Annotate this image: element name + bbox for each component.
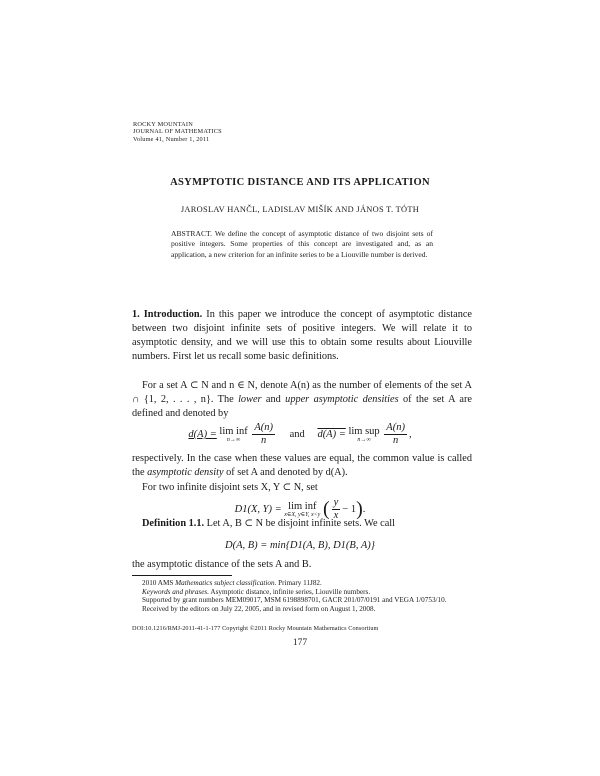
definition-heading: Definition 1.1. — [142, 518, 205, 529]
density-fraction-2 — [384, 422, 407, 447]
formula-and: and — [289, 428, 305, 440]
intro-text-1: In this paper we introduce the concept of asymptotic distance between two disjoint infinite sets of positive integers. We will relate it to asymptotic density, and we will use this to obtain some results about Liouville numbers. First let us recall some basic definitions. — [132, 309, 472, 363]
definition-text: Let A, B ⊂ N be disjoint infinite sets. We call — [206, 518, 396, 529]
d1-liminf — [284, 501, 320, 519]
para3-text-b: of set A and denoted by d(A). — [223, 467, 348, 479]
para3-italic: asymptotic density — [147, 467, 224, 479]
liminf-operator — [219, 426, 247, 444]
para2-text-b: of the set A are defined and denoted by — [132, 394, 472, 420]
fraction-numerator-2: A(n) — [386, 422, 405, 433]
density-fraction-1 — [252, 422, 275, 447]
abstract: ABSTRACT. We define the concept of asymptotic distance of two disjoint sets of positive integers. Some properties of this concept are investigated and, as an application, a new criterion for an infinite series to be a Liouville number is derived. — [171, 229, 433, 259]
intro-paragraph-3 — [132, 452, 472, 480]
journal-header — [133, 121, 222, 143]
journal-line-3: Volume 41, Number 1, 2011 — [133, 135, 210, 143]
definition-paragraph — [132, 517, 472, 531]
para2-lower: lower — [238, 394, 262, 406]
fraction-denominator: n — [261, 435, 267, 446]
liminf-label: lim inf — [219, 425, 248, 437]
upper-density-lhs: d(A) = — [317, 428, 346, 440]
footnote-rule — [132, 575, 232, 576]
keywords-b: Asymptotic distance, infinite series, Liouville numbers. — [209, 587, 371, 596]
limsup-sub: n→∞ — [357, 436, 371, 443]
liminf-sub: n→∞ — [226, 436, 241, 443]
d1-minus-one: − 1 — [342, 503, 357, 515]
footnote-received: Received by the editors on July 22, 2005, and in revised form on August 1, 2008. — [142, 604, 376, 613]
keywords-italic: Keywords and phrases. — [142, 587, 210, 596]
footnote-msc — [132, 579, 472, 588]
doi-line: DOI:10.1216/RMJ-2011-41-1-177 Copyright ©2011 Rocky Mountain Mathematics Consortium — [132, 625, 379, 632]
intro-paragraph-2 — [132, 379, 472, 421]
para2-and: and — [261, 394, 286, 406]
d1-liminf-label: lim inf — [288, 500, 317, 512]
journal-line-1: ROCKY MOUNTAIN — [133, 121, 193, 128]
page-number: 177 — [292, 638, 308, 648]
fraction-numerator: A(n) — [254, 422, 274, 433]
d1-lhs: D1(X, Y) = — [234, 503, 282, 515]
d1-period: . — [362, 503, 366, 515]
density-formula — [0, 422, 600, 447]
msc-a: 2010 AMS — [142, 579, 176, 587]
footnote-support: Supported by grant numbers MEM09017, MSM 6198898701, GACR 201/07/0191 and VEGA 1/0753/10. — [142, 596, 447, 605]
limsup-operator — [348, 426, 379, 444]
paper-title: ASYMPTOTIC DISTANCE AND ITS APPLICATION — [170, 177, 430, 188]
footnote-keywords — [132, 588, 472, 597]
distance-formula: D(A, B) = min{D1(A, B), D1(B, A)} — [224, 540, 375, 551]
d1-numerator: y — [333, 497, 339, 508]
para2-text-a: For a set A ⊂ N and n ∈ N, denote A(n) as the number of elements of the set A ∩ {1, 2, . . . , n}. The — [132, 380, 472, 406]
footnotes — [132, 579, 472, 613]
msc-italic: Mathematics subject classification. — [175, 579, 277, 587]
fraction-denominator-2: n — [392, 435, 399, 446]
intro-paragraph-1 — [132, 308, 472, 364]
d1-liminf-sub: x∈X, y∈Y, x<y — [284, 511, 321, 518]
paper-authors: JAROSLAV HANČL, LADISLAV MIŠÍK AND JÁNOS T. TÓTH — [180, 205, 420, 214]
section-heading: 1. Introduction. — [132, 309, 203, 320]
d1-denominator: x — [333, 510, 339, 521]
d1-formula: D1(X, Y) = lim inf x∈X, y∈Y, x<y ( $\frac{y}{x}$ − 1). — [234, 497, 366, 521]
definition-after: the asymptotic distance of the sets A and B. — [132, 559, 312, 570]
limsup-label: lim sup — [348, 425, 380, 437]
journal-line-2: JOURNAL OF MATHEMATICS — [133, 128, 222, 136]
para2-upper: upper asymptotic densities — [285, 394, 399, 406]
lower-density-lhs: d(A) = — [188, 428, 217, 440]
formula-comma: , — [408, 428, 412, 440]
intro-paragraph-4: For two infinite disjoint sets X, Y ⊂ N, set — [142, 482, 318, 493]
para3-text-a: respectively. In the case when these values are equal, the common value is called the — [132, 453, 472, 479]
msc-b: Primary 11J82. — [276, 579, 322, 587]
